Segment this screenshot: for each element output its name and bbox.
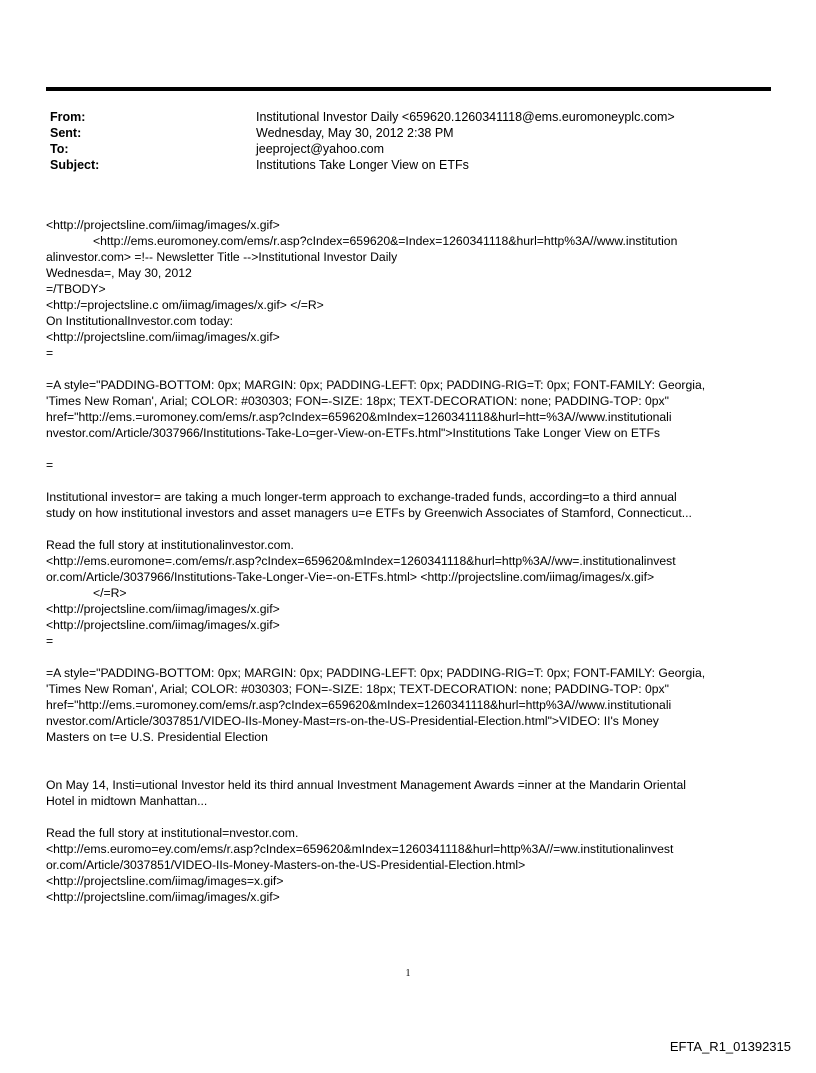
subject-label: Subject: [50, 158, 100, 172]
subject-row [50, 157, 780, 173]
body-line: Read the full story at institutional=nvestor.com. [46, 826, 299, 840]
spacer [46, 761, 776, 777]
body-line: = [46, 634, 54, 648]
body-line: </=R> [93, 586, 127, 600]
body-line: href="http://ems.=uromoney.com/ems/r.asp?cIndex=659620&mIndex=1260341118&hurl=htt=%3A//www.institutionali [46, 410, 672, 424]
subject-value: Institutions Take Longer View on ETFs [256, 158, 469, 172]
body-line: Wednesda=, May 30, 2012 [46, 266, 192, 280]
body-line: study on how institutional investors and asset managers u=e ETFs by Greenwich Associates of Stamford, Connecticut... [46, 506, 692, 520]
body-line: <http:/=projectsline.c om/iimag/images/x.gif> </=R> [46, 298, 324, 312]
spacer [46, 473, 776, 489]
body-line: <http://projectsline.com/iimag/images/x.gif> [46, 218, 280, 232]
bates-number: EFTA_R1_01392315 [669, 1039, 791, 1054]
body-line: <http://ems.euromoney.com/ems/r.asp?cIndex=659620&=Index=1260341118&hurl=http%3A//www.institution [93, 234, 678, 248]
body-line: On InstitutionalInvestor.com today: [46, 314, 233, 328]
body-line: Hotel in midtown Manhattan... [46, 794, 208, 808]
body-line: <http://projectsline.com/iimag/images/x.gif> [46, 330, 280, 344]
page-number: 1 [405, 968, 411, 979]
header-rule [46, 87, 771, 91]
body-line: Institutional investor= are taking a much longer-term approach to exchange-traded funds, according=to a third annual [46, 490, 677, 504]
body-line: =A style="PADDING-BOTTOM: 0px; MARGIN: 0px; PADDING-LEFT: 0px; PADDING-RIG=T: 0px; FONT-FAMILY: Georgia, [46, 378, 706, 392]
body-line: Masters on t=e U.S. Presidential Election [46, 730, 268, 744]
body-line: <http://projectsline.com/iimag/images/x.gif> [46, 618, 280, 632]
sent-row [50, 125, 780, 141]
sent-label: Sent: [50, 126, 82, 140]
body-line: Read the full story at institutionalinvestor.com. [46, 538, 294, 552]
from-label: From: [50, 110, 86, 124]
to-label: To: [50, 142, 69, 156]
body-line: On May 14, Insti=utional Investor held its third annual Investment Management Awards =inner at the Mandarin Oriental [46, 778, 686, 792]
from-row [50, 109, 780, 125]
to-row [50, 141, 780, 157]
spacer [46, 649, 776, 665]
body-line: <http://ems.euromo=ey.com/ems/r.asp?cIndex=659620&mIndex=1260341118&hurl=http%3A//=ww.institutionalinvest [46, 842, 674, 856]
from-value: Institutional Investor Daily <659620.1260341118@ems.euromoneyplc.com> [256, 110, 675, 124]
body-line: =A style="PADDING-BOTTOM: 0px; MARGIN: 0px; PADDING-LEFT: 0px; PADDING-RIG=T: 0px; FONT-FAMILY: Georgia, [46, 666, 706, 680]
body-line: = [46, 346, 54, 360]
body-line: 'Times New Roman', Arial; COLOR: #030303; FON=-SIZE: 18px; TEXT-DECORATION: none; PADDING-TOP: 0px" [46, 394, 669, 408]
spacer [46, 521, 776, 537]
sent-value: Wednesday, May 30, 2012 2:38 PM [256, 126, 454, 140]
spacer [46, 745, 776, 761]
spacer [46, 441, 776, 457]
email-header [50, 109, 780, 173]
body-line: alinvestor.com> =!-- Newsletter Title -->Institutional Investor Daily [46, 250, 398, 264]
spacer [46, 809, 776, 825]
body-line: nvestor.com/Article/3037966/Institutions-Take-Lo=ger-View-on-ETFs.html">Institutions Take Longer View on ETFs [46, 426, 660, 440]
body-line: or.com/Article/3037966/Institutions-Take-Longer-Vie=-on-ETFs.html> <http://projectsline.com/iimag/images/x.gif> [46, 570, 655, 584]
body-line: nvestor.com/Article/3037851/VIDEO-IIs-Money-Mast=rs-on-the-US-Presidential-Election.html">VIDEO: II's Money [46, 714, 659, 728]
email-body [46, 217, 776, 905]
body-line: href="http://ems.=uromoney.com/ems/r.asp?cIndex=659620&mIndex=1260341118&hurl=http%3A//www.institutionali [46, 698, 672, 712]
body-line: <http://projectsline.com/iimag/images/x.gif> [46, 890, 280, 904]
body-line: 'Times New Roman', Arial; COLOR: #030303; FON=-SIZE: 18px; TEXT-DECORATION: none; PADDING-TOP: 0px" [46, 682, 669, 696]
body-line: <http://projectsline.com/iimag/images=x.gif> [46, 874, 284, 888]
to-value: jeeproject@yahoo.com [256, 142, 385, 156]
body-line: =/TBODY> [46, 282, 106, 296]
body-line: = [46, 458, 54, 472]
body-line: or.com/Article/3037851/VIDEO-IIs-Money-Masters-on-the-US-Presidential-Election.html> [46, 858, 526, 872]
body-line: <http://projectsline.com/iimag/images/x.gif> [46, 602, 280, 616]
body-line: <http://ems.euromone=.com/ems/r.asp?cIndex=659620&mIndex=1260341118&hurl=http%3A//ww=.institutionalinvest [46, 554, 676, 568]
spacer [46, 361, 776, 377]
